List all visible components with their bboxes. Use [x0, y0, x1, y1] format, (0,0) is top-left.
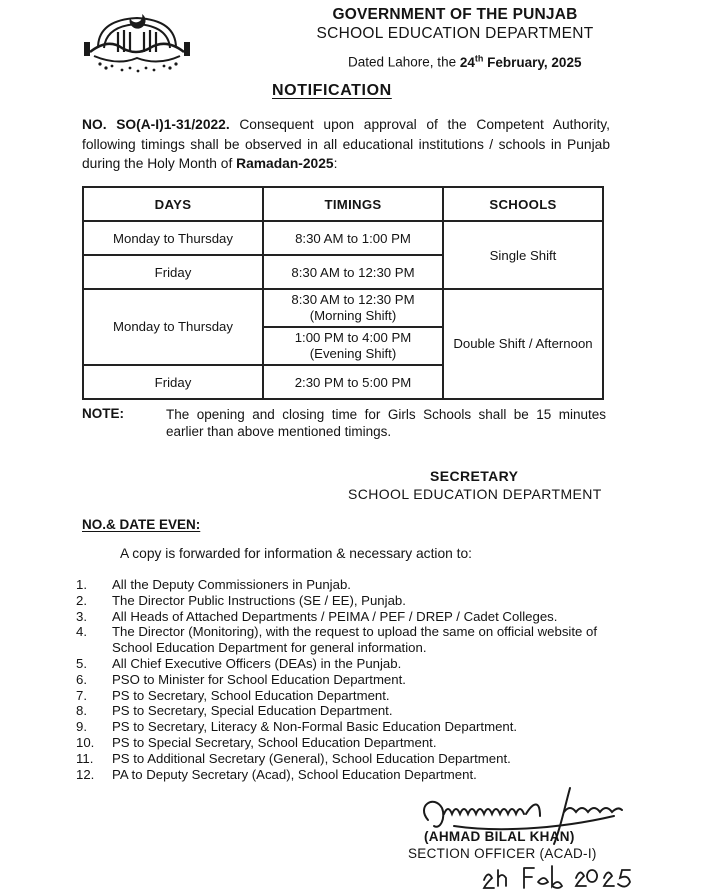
days-cell: Monday to Thursday — [83, 289, 263, 365]
date-line — [348, 53, 581, 70]
item-number: 2. — [76, 592, 87, 608]
header-timings: TIMINGS — [263, 187, 443, 221]
item-text: All Heads of Attached Departments / PEIMA / PEF / DREP / Cadet Colleges. — [112, 608, 558, 624]
punjab-government-logo — [78, 8, 196, 76]
body-end: : — [333, 156, 338, 171]
item-text: PA to Deputy Secretary (Acad), School Education Department. — [112, 766, 477, 782]
signatory-designation: SECTION OFFICER (ACAD-I) — [408, 846, 597, 861]
timing-cell: 2:30 PM to 5:00 PM — [263, 365, 443, 399]
list-item — [76, 688, 616, 704]
item-number: 11. — [76, 750, 94, 766]
item-number: 7. — [76, 687, 87, 703]
list-item — [76, 656, 616, 672]
notification-title: NOTIFICATION — [272, 82, 392, 99]
reference-number: NO. SO(A-I)1-31/2022. — [82, 117, 230, 132]
days-cell: Monday to Thursday — [83, 221, 263, 255]
secretary-title: SECRETARY — [430, 468, 519, 484]
school-cell-double-shift: Double Shift / Afternoon — [443, 289, 603, 399]
body-text: Consequent upon approval of the Competent Authority, following timings shall be observed in all educational institutions / schools in Punjab during the Holy Month of — [82, 117, 610, 171]
list-item — [76, 577, 616, 593]
item-number: 4. — [76, 624, 87, 640]
header-schools: SCHOOLS — [443, 187, 603, 221]
header-days: DAYS — [83, 187, 263, 221]
item-text: PS to Secretary, School Education Department. — [112, 687, 390, 703]
signatory-name: (AHMAD BILAL KHAN) — [424, 829, 575, 844]
list-item — [76, 672, 616, 688]
item-text: PS to Secretary, Literacy & Non-Formal Basic Education Department. — [112, 719, 518, 735]
item-number: 3. — [76, 608, 87, 624]
item-number: 8. — [76, 703, 87, 719]
handwritten-date — [480, 860, 640, 890]
endorsement-label: NO.& DATE EVEN: — [82, 517, 201, 532]
timing-cell-evening — [263, 327, 443, 365]
dated-prefix: Dated Lahore, the — [348, 54, 457, 70]
timing-cell-morning — [263, 289, 443, 327]
school-cell-single-shift: Single Shift — [443, 221, 603, 289]
table-row — [83, 221, 603, 255]
ramadan-text: Ramadan-2025 — [236, 156, 334, 171]
item-number: 5. — [76, 655, 87, 671]
dated-suffix: th — [474, 53, 484, 63]
list-item — [76, 593, 616, 609]
days-cell: Friday — [83, 365, 263, 399]
list-item — [76, 719, 616, 735]
item-text: PSO to Minister for School Education Department. — [112, 671, 406, 687]
note-text: The opening and closing time for Girls Schools shall be 15 minutes earlier than above mentioned timings. — [166, 407, 606, 439]
item-text: All Chief Executive Officers (DEAs) in the Punjab. — [112, 655, 402, 671]
dated-day: 24 — [459, 54, 475, 70]
evening-time: 1:00 PM to 4:00 PM — [294, 330, 412, 345]
item-number: 6. — [76, 671, 87, 687]
list-item — [76, 767, 616, 783]
list-item — [76, 735, 616, 751]
distribution-list — [76, 577, 616, 782]
days-cell: Friday — [83, 255, 263, 289]
forward-text: A copy is forwarded for information & necessary action to: — [120, 546, 472, 561]
note-label: NOTE: — [82, 406, 124, 421]
item-text: PS to Additional Secretary (General), School Education Department. — [112, 750, 511, 766]
secretary-department: SCHOOL EDUCATION DEPARTMENT — [348, 486, 602, 502]
dated-month-year: February, 2025 — [487, 54, 582, 70]
item-number: 12. — [76, 766, 95, 782]
timing-cell: 8:30 AM to 1:00 PM — [263, 221, 443, 255]
item-text: The Director Public Instructions (SE / EE), Punjab. — [112, 592, 406, 608]
item-number: 9. — [76, 719, 87, 735]
list-item — [76, 624, 616, 656]
item-text: PS to Secretary, Special Education Department. — [112, 703, 393, 719]
timings-table — [82, 186, 604, 400]
item-number: 10. — [76, 734, 95, 750]
list-item — [76, 609, 616, 625]
morning-label: (Morning Shift) — [309, 308, 397, 323]
evening-label: (Evening Shift) — [309, 346, 397, 361]
morning-time: 8:30 AM to 12:30 PM — [291, 292, 415, 307]
table-header-row — [83, 187, 603, 221]
timing-cell: 8:30 AM to 12:30 PM — [263, 255, 443, 289]
department-name: SCHOOL EDUCATION DEPARTMENT — [316, 25, 594, 42]
notification-body — [82, 115, 610, 174]
list-item — [76, 703, 616, 719]
government-name: GOVERNMENT OF THE PUNJAB — [332, 6, 578, 23]
item-text: PS to Special Secretary, School Education Department. — [112, 734, 437, 750]
list-item — [76, 751, 616, 767]
item-text: All the Deputy Commissioners in Punjab. — [112, 577, 351, 592]
item-text: The Director (Monitoring), with the request to upload the same on official website of School Education Department for general information. — [112, 624, 598, 656]
table-row — [83, 289, 603, 327]
item-number: 1. — [76, 577, 87, 592]
